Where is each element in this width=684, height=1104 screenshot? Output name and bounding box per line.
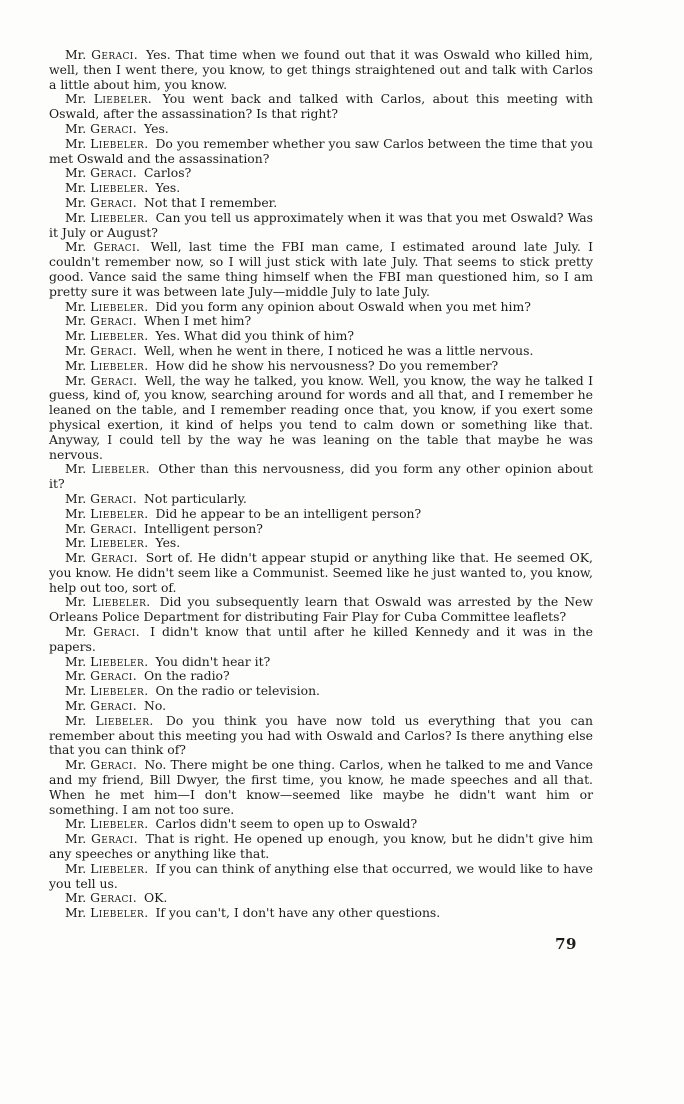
speaker-label [65, 91, 152, 106]
speaker-label [65, 180, 149, 195]
speaker-name: Liebeler. [90, 653, 149, 669]
utterance-text: Did he appear to be an intelligent person? [151, 505, 422, 521]
speaker-name: Geraci. [93, 624, 141, 640]
speaker-label [65, 328, 149, 343]
transcript-paragraph [49, 507, 593, 522]
speaker-name: Liebeler. [90, 860, 149, 876]
speaker-name: Geraci. [90, 342, 138, 358]
speaker-label [65, 624, 140, 639]
speaker-name: Liebeler. [90, 298, 149, 314]
transcript-paragraph [49, 359, 593, 374]
speaker-name: Geraci. [90, 520, 138, 536]
transcript-paragraph [49, 329, 593, 344]
utterance-text: Do you remember whether you saw Carlos between the time that you met Oswald and the assassination? [49, 135, 593, 166]
speaker-label [65, 594, 151, 609]
transcript-paragraph [49, 817, 593, 832]
speaker-label [65, 831, 138, 846]
speaker-label [65, 299, 149, 314]
speaker-name: Liebeler. [90, 135, 149, 151]
utterance-text: Yes. [140, 120, 169, 136]
speaker-name: Liebeler. [90, 209, 149, 225]
transcript-paragraph [49, 669, 593, 684]
speaker-name: Liebeler. [95, 712, 154, 728]
transcript-paragraph [49, 625, 593, 655]
utterance-text: That is right. He opened up enough, you know, but he didn't give him any speeches or anything like that. [49, 831, 593, 862]
speaker-honorific: Mr. [65, 712, 87, 728]
utterance-text: Yes. That time when we found out that it was Oswald who killed him, well, then I went there, you know, to get things straightened out and talk with Carlos a little about him, you know. [49, 47, 593, 92]
speaker-name: Liebeler. [90, 535, 149, 551]
utterance-text: No. [140, 698, 167, 714]
transcript-paragraph [49, 862, 593, 892]
speaker-label [65, 521, 137, 536]
speaker-label [65, 165, 137, 180]
speaker-honorific: Mr. [65, 239, 87, 255]
transcript-paragraph [49, 137, 593, 167]
transcript-paragraph [49, 314, 593, 329]
utterance-text: Carlos? [140, 165, 192, 181]
utterance-text: Not that I remember. [140, 194, 278, 210]
speaker-honorific: Mr. [65, 313, 87, 329]
utterance-text: You went back and talked with Carlos, about this meeting with Oswald, after the assassination? Is that right? [49, 91, 593, 122]
speaker-label [65, 313, 137, 328]
speaker-name: Geraci. [90, 550, 138, 566]
utterance-text: You didn't hear it? [151, 653, 271, 669]
speaker-name: Geraci. [90, 698, 138, 714]
speaker-label [65, 47, 138, 62]
transcript-paragraph [49, 684, 593, 699]
transcript-body [49, 48, 593, 921]
utterance-text: How did he show his nervousness? Do you remember? [151, 357, 499, 373]
utterance-text: When I met him? [140, 313, 252, 329]
utterance-text: Sort of. He didn't appear stupid or anything like that. He seemed OK, you know. He didn't seem like a Communist. Seemed like he just wanted to, you know, help out too, sort of. [49, 550, 593, 595]
transcript-paragraph [49, 196, 593, 211]
transcript-paragraph [49, 374, 593, 463]
transcript-paragraph [49, 522, 593, 537]
transcript-paragraph [49, 240, 593, 299]
speaker-label [65, 654, 149, 669]
speaker-honorific: Mr. [65, 505, 87, 521]
speaker-honorific: Mr. [65, 328, 87, 344]
utterance-text: Yes. [151, 180, 181, 196]
transcript-paragraph [49, 832, 593, 862]
utterance-text: If you can think of anything else that occurred, we would like to have you tell us. [49, 860, 593, 891]
speaker-honorific: Mr. [65, 683, 87, 699]
speaker-honorific: Mr. [65, 890, 87, 906]
speaker-honorific: Mr. [65, 461, 87, 477]
speaker-label [65, 373, 138, 388]
transcript-paragraph [49, 122, 593, 137]
speaker-label [65, 698, 137, 713]
speaker-name: Geraci. [90, 890, 138, 906]
speaker-name: Liebeler. [90, 905, 149, 921]
speaker-name: Geraci. [90, 165, 138, 181]
speaker-name: Geraci. [90, 490, 138, 506]
speaker-label [65, 683, 149, 698]
transcript-paragraph [49, 462, 593, 492]
transcript-paragraph [49, 211, 593, 241]
utterance-text: OK. [140, 890, 168, 906]
speaker-label [65, 210, 149, 225]
transcript-paragraph [49, 344, 593, 359]
speaker-honorific: Mr. [65, 357, 87, 373]
utterance-text: On the radio or television. [151, 683, 320, 699]
speaker-label [65, 239, 140, 254]
transcript-paragraph [49, 699, 593, 714]
speaker-honorific: Mr. [65, 698, 87, 714]
speaker-honorific: Mr. [65, 47, 87, 62]
speaker-label [65, 890, 137, 905]
utterance-text: If you can't, I don't have any other questions. [151, 905, 441, 921]
speaker-label [65, 195, 137, 210]
speaker-honorific: Mr. [65, 535, 87, 551]
speaker-honorific: Mr. [65, 831, 87, 847]
utterance-text: On the radio? [140, 668, 230, 684]
transcript-paragraph [49, 714, 593, 758]
utterance-text: Well, the way he talked, you know. Well, you know, the way he talked I guess, kind of, you know, searching around for words and all that, and I remember he leaned on the table, and I remember reading once that, you know, if you exert some physical exertion, it kind of helps you tend to calm down or something like that. Anyway, I could tell by the way he was leaning on the table that maybe he was nervous. [49, 372, 593, 462]
utterance-text: Not particularly. [140, 490, 247, 506]
speaker-name: Liebeler. [90, 816, 149, 832]
utterance-text: Well, last time the FBI man came, I estimated around late July. I couldn't remember now, so I will just stick with late July. That seems to stick pretty good. Vance said the same thing himself when the FBI man questioned him, so I am pretty sure it was between late July—middle July to late July. [49, 239, 593, 299]
speaker-honorific: Mr. [65, 165, 87, 181]
transcript-paragraph [49, 891, 593, 906]
transcript-paragraph [49, 655, 593, 670]
speaker-honorific: Mr. [65, 594, 87, 610]
speaker-label [65, 757, 137, 772]
speaker-name: Geraci. [90, 668, 138, 684]
speaker-name: Liebeler. [93, 91, 153, 107]
speaker-honorific: Mr. [65, 135, 87, 151]
speaker-honorific: Mr. [65, 905, 87, 921]
utterance-text: Carlos didn't seem to open up to Oswald? [151, 816, 418, 832]
speaker-name: Liebeler. [90, 180, 149, 196]
speaker-name: Liebeler. [90, 328, 149, 344]
speaker-honorific: Mr. [65, 209, 87, 225]
speaker-honorific: Mr. [65, 342, 87, 358]
speaker-name: Geraci. [93, 239, 141, 255]
speaker-honorific: Mr. [65, 757, 87, 773]
speaker-name: Liebeler. [92, 594, 151, 610]
transcript-paragraph [49, 906, 593, 921]
transcript-paragraph [49, 300, 593, 315]
speaker-name: Geraci. [91, 47, 139, 62]
transcript-paragraph [49, 595, 593, 625]
transcript-paragraph [49, 551, 593, 595]
speaker-name: Liebeler. [90, 683, 149, 699]
utterance-text: Other than this nervousness, did you form any other opinion about it? [49, 461, 593, 492]
utterance-text: No. There might be one thing. Carlos, when he talked to me and Vance and my friend, Bill Dwyer, the first time, you know, he made speeches and all that. When he met him—I don't know—seemed like maybe he didn't want him or something. I am not too sure. [49, 757, 593, 817]
speaker-honorific: Mr. [65, 624, 87, 640]
speaker-honorific: Mr. [65, 860, 87, 876]
speaker-label [65, 713, 154, 728]
transcript-paragraph [49, 48, 593, 92]
utterance-text: Intelligent person? [140, 520, 263, 536]
speaker-honorific: Mr. [65, 490, 87, 506]
speaker-label [65, 550, 138, 565]
utterance-text: I didn't know that until after he killed Kennedy and it was in the papers. [49, 624, 593, 654]
speaker-honorific: Mr. [65, 372, 87, 388]
transcript-paragraph [49, 181, 593, 196]
speaker-label [65, 668, 137, 683]
speaker-label [65, 861, 149, 876]
utterance-text: Can you tell us approximately when it was that you met Oswald? Was it July or August? [49, 209, 593, 240]
speaker-honorific: Mr. [65, 816, 87, 832]
speaker-label [65, 461, 150, 476]
transcript-paragraph [49, 758, 593, 817]
utterance-text: Did you subsequently learn that Oswald was arrested by the New Orleans Police Department for distributing Fair Play for Cuba Committee leaflets? [49, 594, 593, 625]
speaker-label [65, 535, 149, 550]
speaker-honorific: Mr. [65, 668, 87, 684]
speaker-honorific: Mr. [65, 298, 87, 314]
speaker-honorific: Mr. [65, 520, 87, 536]
transcript-paragraph [49, 492, 593, 507]
transcript-paragraph [49, 92, 593, 122]
speaker-name: Geraci. [90, 757, 138, 773]
speaker-label [65, 905, 149, 920]
speaker-honorific: Mr. [65, 91, 87, 107]
speaker-honorific: Mr. [65, 194, 87, 210]
speaker-label [65, 343, 137, 358]
speaker-name: Liebeler. [90, 505, 149, 521]
utterance-text: Do you think you have now told us everything that you can remember about this meeting you had with Oswald and Carlos? Is there anything else that you can think of? [49, 712, 593, 758]
speaker-name: Geraci. [90, 120, 138, 136]
transcript-paragraph [49, 536, 593, 551]
speaker-name: Geraci. [90, 831, 138, 847]
speaker-label [65, 358, 149, 373]
speaker-label [65, 506, 149, 521]
speaker-honorific: Mr. [65, 120, 87, 136]
transcript-paragraph [49, 166, 593, 181]
speaker-label [65, 136, 149, 151]
speaker-name: Geraci. [90, 313, 138, 329]
page-number: 79 [555, 935, 577, 954]
utterance-text: Well, when he went in there, I noticed he was a little nervous. [140, 342, 534, 358]
speaker-honorific: Mr. [65, 550, 87, 566]
utterance-text: Yes. What did you think of him? [151, 328, 354, 344]
speaker-label [65, 121, 137, 136]
speaker-name: Geraci. [90, 372, 138, 388]
speaker-name: Liebeler. [91, 461, 151, 477]
speaker-name: Liebeler. [90, 357, 149, 373]
speaker-label [65, 491, 137, 506]
speaker-honorific: Mr. [65, 180, 87, 196]
utterance-text: Yes. [151, 535, 181, 551]
speaker-label [65, 816, 149, 831]
speaker-name: Geraci. [90, 194, 138, 210]
utterance-text: Did you form any opinion about Oswald when you met him? [151, 298, 531, 314]
speaker-honorific: Mr. [65, 653, 87, 669]
